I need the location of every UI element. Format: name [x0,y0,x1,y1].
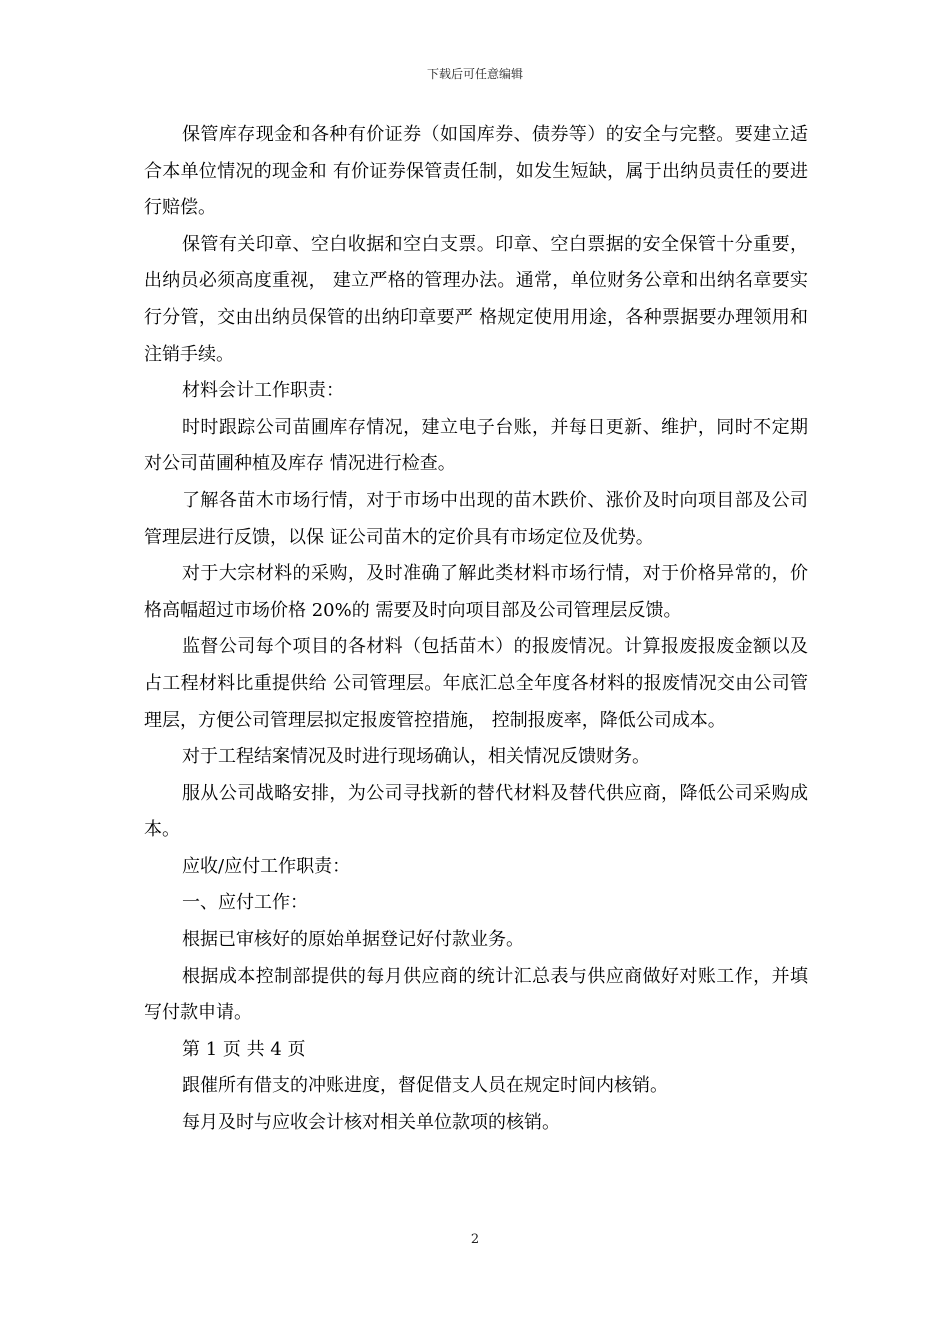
page-number: 2 [470,1232,480,1247]
document-body [144,117,808,1142]
paragraph: 每月及时与应收会计核对相关单位款项的核销。 [182,1112,560,1134]
paragraph: 根据成本控制部提供的每月供应商的统计汇总表与供应商做好对账工作，并填写付款申请。 [144,965,808,1024]
paragraph: 时时跟踪公司苗圃库存情况，建立电子台账，并每日更新、维护，同时不定期对公司苗圃种植及库存 情况进行检查。 [144,416,808,475]
paragraph: 监督公司每个项目的各材料（包括苗木）的报废情况。计算报废报废金额以及占工程材料比重提供给 公司管理层。年底汇总全年度各材料的报废情况交由公司管理层，方便公司管理层拟定报废管控措施， 控制报废率，降低公司成本。 [144,636,808,731]
paragraph: 服从公司战略安排，为公司寻找新的替代材料及替代供应商，降低公司采购成本。 [144,782,808,841]
paragraph: 对于大宗材料的采购，及时准确了解此类材料市场行情，对于价格异常的，价格高幅超过市场价格 20%的 需要及时向项目部及公司管理层反馈。 [144,563,808,621]
section-heading: 应收/应付工作职责： [182,855,351,877]
paragraph: 根据已审核好的原始单据登记好付款业务。 [182,929,524,951]
subsection-heading: 一、应付工作： [182,892,308,914]
paragraph: 跟催所有借支的冲账进度，督促借支人员在规定时间内核销。 [182,1075,668,1097]
section-heading: 材料会计工作职责： [182,380,344,402]
page-counter-text: 第 1 页 共 4 页 [182,1038,306,1060]
paragraph: 对于工程结案情况及时进行现场确认，相关情况反馈财务。 [182,746,650,768]
paragraph: 保管有关印章、空白收据和空白支票。印章、空白票据的安全保管十分重要，出纳员必须高度重视， 建立严格的管理办法。通常，单位财务公章和出纳名章要实行分管，交由出纳员保管的出纳印章要严 格规定使用用途，各种票据要办理领用和注销手续。 [144,233,808,365]
paragraph: 了解各苗木市场行情，对于市场中出现的苗木跌价、涨价及时向项目部及公司管理层进行反馈，以保 证公司苗木的定价具有市场定位及优势。 [144,489,808,548]
page-header-note: 下载后可任意编辑 [426,67,523,81]
paragraph: 保管库存现金和各种有价证券（如国库券、债券等）的安全与完整。要建立适合本单位情况的现金和 有价证券保管责任制，如发生短缺，属于出纳员责任的要进行赔偿。 [144,124,808,219]
